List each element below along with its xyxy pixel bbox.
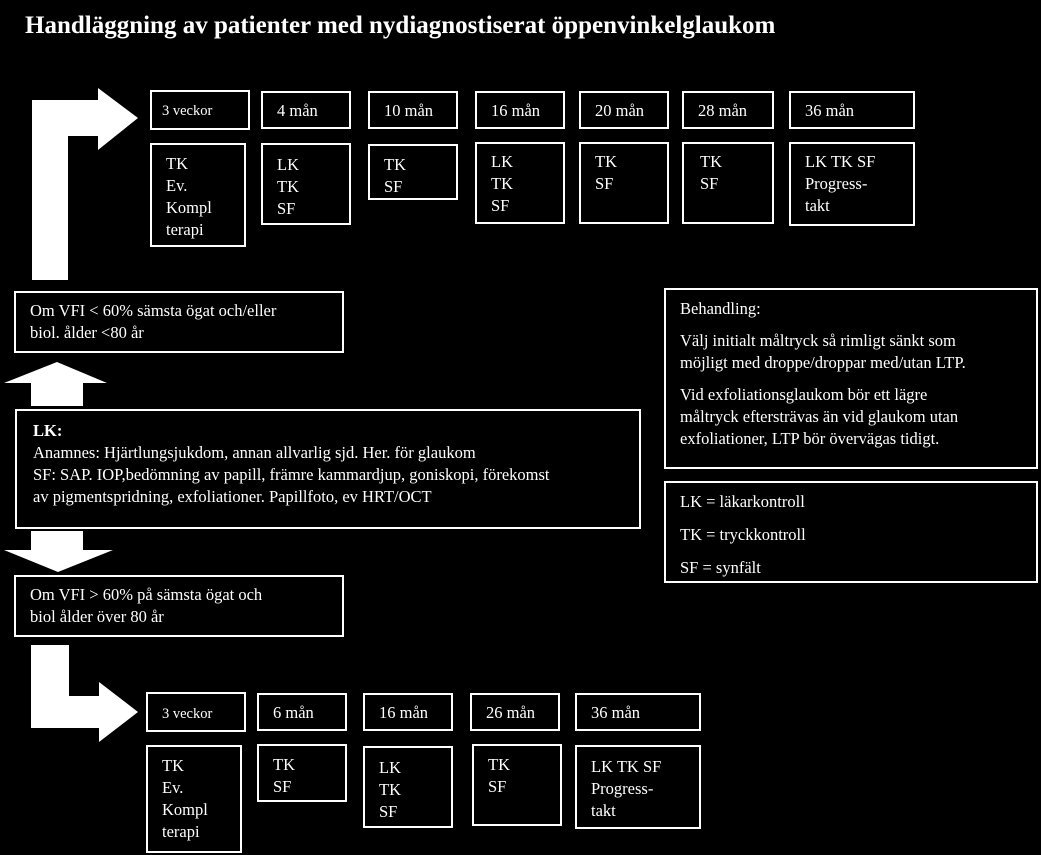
top-interval-6: 28 mån: [682, 91, 774, 129]
bottom-interval-4: 26 mån: [470, 693, 560, 731]
bent-arrow-down-right: [31, 645, 138, 742]
criteria-over-80: Om VFI > 60% på sämsta ögat och biol ålder över 80 år: [14, 575, 344, 637]
bottom-action-5: LK TK SF Progress- takt: [575, 745, 701, 829]
top-action-1: TK Ev. Kompl terapi: [150, 143, 246, 247]
top-action-5: TK SF: [579, 142, 669, 224]
treatment-heading: Behandling:: [680, 299, 761, 318]
page-title: Handläggning av patienter med nydiagnostiserat öppenvinkelglaukom: [25, 12, 776, 39]
down-arrow: [4, 531, 113, 572]
bottom-interval-1: 3 veckor: [146, 692, 246, 732]
legend-box: LK = läkarkontroll TK = tryckkontroll SF = synfält: [664, 481, 1038, 583]
criteria-under-80: Om VFI < 60% sämsta ögat och/eller biol. ålder <80 år: [14, 291, 344, 353]
bent-arrow-up-right: [32, 88, 138, 280]
bottom-action-4: TK SF: [472, 744, 562, 826]
bottom-action-1: TK Ev. Kompl terapi: [146, 745, 242, 853]
up-arrow: [4, 362, 107, 406]
top-action-3: TK SF: [368, 144, 458, 200]
bottom-action-3: LK TK SF: [363, 746, 453, 828]
bottom-interval-2: 6 mån: [257, 693, 347, 731]
treatment-box: Behandling: Välj initialt måltryck så rimligt sänkt som möjligt med droppe/droppar med/utan LTP. Vid exfoliationsglaukom bör ett lägre måltryck eftersträvas än vid glaukom utan exfoliationer, LTP bör övervägas tidigt.: [664, 288, 1038, 469]
top-action-6: TK SF: [682, 142, 774, 224]
lk-heading: LK:: [33, 421, 63, 440]
top-action-2: LK TK SF: [261, 143, 351, 225]
top-interval-3: 10 mån: [368, 91, 458, 129]
bottom-interval-5: 36 mån: [575, 693, 701, 731]
top-action-7: LK TK SF Progress- takt: [789, 142, 915, 226]
bottom-interval-3: 16 mån: [363, 693, 453, 731]
top-interval-1: 3 veckor: [150, 90, 250, 130]
lk-box: LK: Anamnes: Hjärtlungsjukdom, annan allvarlig sjd. Her. för glaukom SF: SAP. IOP,bedömning av papill, främre kammardjup, goniskopi, förekomst av pigmentspridning, exfoliationer. Papillfoto, ev HRT/OCT: [15, 409, 641, 529]
top-action-4: LK TK SF: [475, 142, 565, 224]
top-interval-7: 36 mån: [789, 91, 915, 129]
top-interval-4: 16 mån: [475, 91, 565, 129]
top-interval-2: 4 mån: [261, 91, 351, 129]
bottom-action-2: TK SF: [257, 744, 347, 802]
top-interval-5: 20 mån: [579, 91, 669, 129]
